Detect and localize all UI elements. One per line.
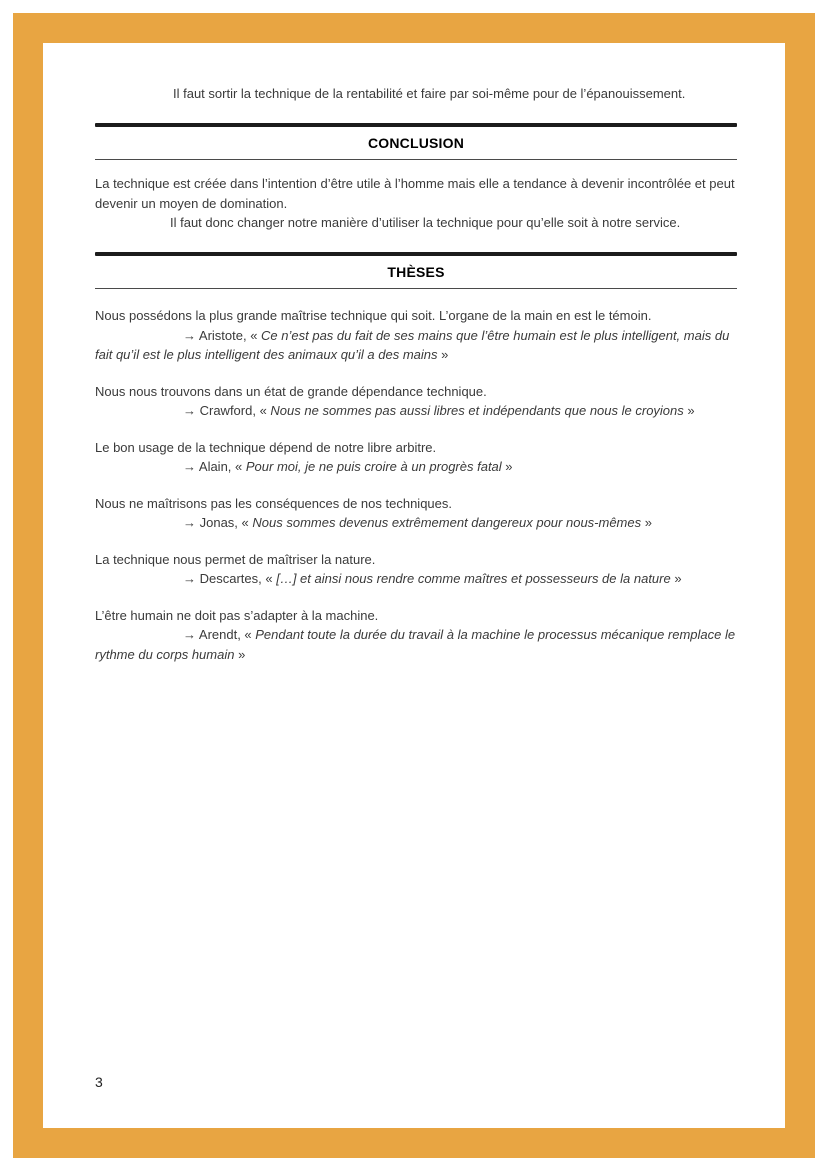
thesis-quote-line [95,457,737,477]
conclusion-indented-line: Il faut donc changer notre manière d’utiliser la technique pour qu’elle soit à notre service. [170,215,681,230]
page-number: 3 [95,1073,103,1090]
thesis-claim: Nous ne maîtrisons pas les conséquences de nos techniques. [95,495,452,511]
thesis-item [95,606,737,665]
thesis-attribution: → Aristote, « [183,327,262,343]
section-divider-bar [95,252,737,256]
thesis-quote: […] et ainsi nous rendre comme maîtres et possesseurs de la nature [276,571,671,586]
quote-closing: » [683,403,695,418]
quote-closing: » [670,571,682,586]
conclusion-paragraph: La technique est créée dans l’intention d’être utile à l’homme mais elle a tendance à devenir incontrôlée et peut devenir un moyen de domination. [95,176,735,211]
thesis-claim: Le bon usage de la technique dépend de notre libre arbitre. [95,439,437,455]
section-underline [95,159,737,160]
quote-closing: » [234,646,246,662]
thesis-attribution: → Descartes, « [183,571,277,586]
thesis-quote: Pour moi, je ne puis croire à un progrès fatal [245,459,502,474]
thesis-attribution: → Jonas, « [183,515,253,530]
thesis-item [95,438,737,477]
conclusion-title: CONCLUSION [367,134,465,151]
quote-closing: » [437,347,449,362]
thesis-quote-line [95,569,737,589]
thesis-quote-line [95,326,737,365]
thesis-claim: La technique nous permet de maîtriser la nature. [95,551,376,567]
thesis-claim: Nous nous trouvons dans un état de grande dépendance technique. [95,383,487,399]
thesis-attribution: → Arendt, « [183,627,256,642]
thesis-item [95,494,737,533]
thesis-claim: L’être humain ne doit pas s’adapter à la machine. [95,607,379,623]
thesis-quote: Ce n’est pas du fait de ses mains que l’être humain est le plus intelligent, mais du fait qu’il est le plus intelligent des animaux qu’il a des mains [95,327,730,362]
thesis-quote: Pendant toute la durée du travail à la machine le processus mécanique remplace le rythme du corps humain [95,627,736,662]
document-page [43,43,785,1128]
thesis-item [95,550,737,589]
section-underline [95,288,737,289]
thesis-claim: Nous possédons la plus grande maîtrise technique qui soit. L’organe de la main en est le témoin. [95,308,652,323]
thesis-quote-line [95,401,737,421]
section-divider-bar [95,123,737,127]
thesis-item [95,382,737,421]
thesis-attribution: → Alain, « [183,459,246,474]
thesis-quote: Nous ne sommes pas aussi libres et indépendants que nous le croyions [270,403,684,418]
thesis-quote-line [95,625,737,664]
intro-line: Il faut sortir la technique de la rentabilité et faire par soi-même pour de l’épanouissement. [173,86,686,101]
quote-closing: » [501,459,513,474]
thesis-quote: Nous sommes devenus extrêmement dangereux pour nous-mêmes [252,515,642,530]
quote-closing: » [641,515,652,530]
thesis-attribution: → Crawford, « [183,403,271,418]
theses-title: THÈSES [387,263,445,280]
thesis-item [95,306,737,365]
thesis-quote-line [95,513,737,533]
